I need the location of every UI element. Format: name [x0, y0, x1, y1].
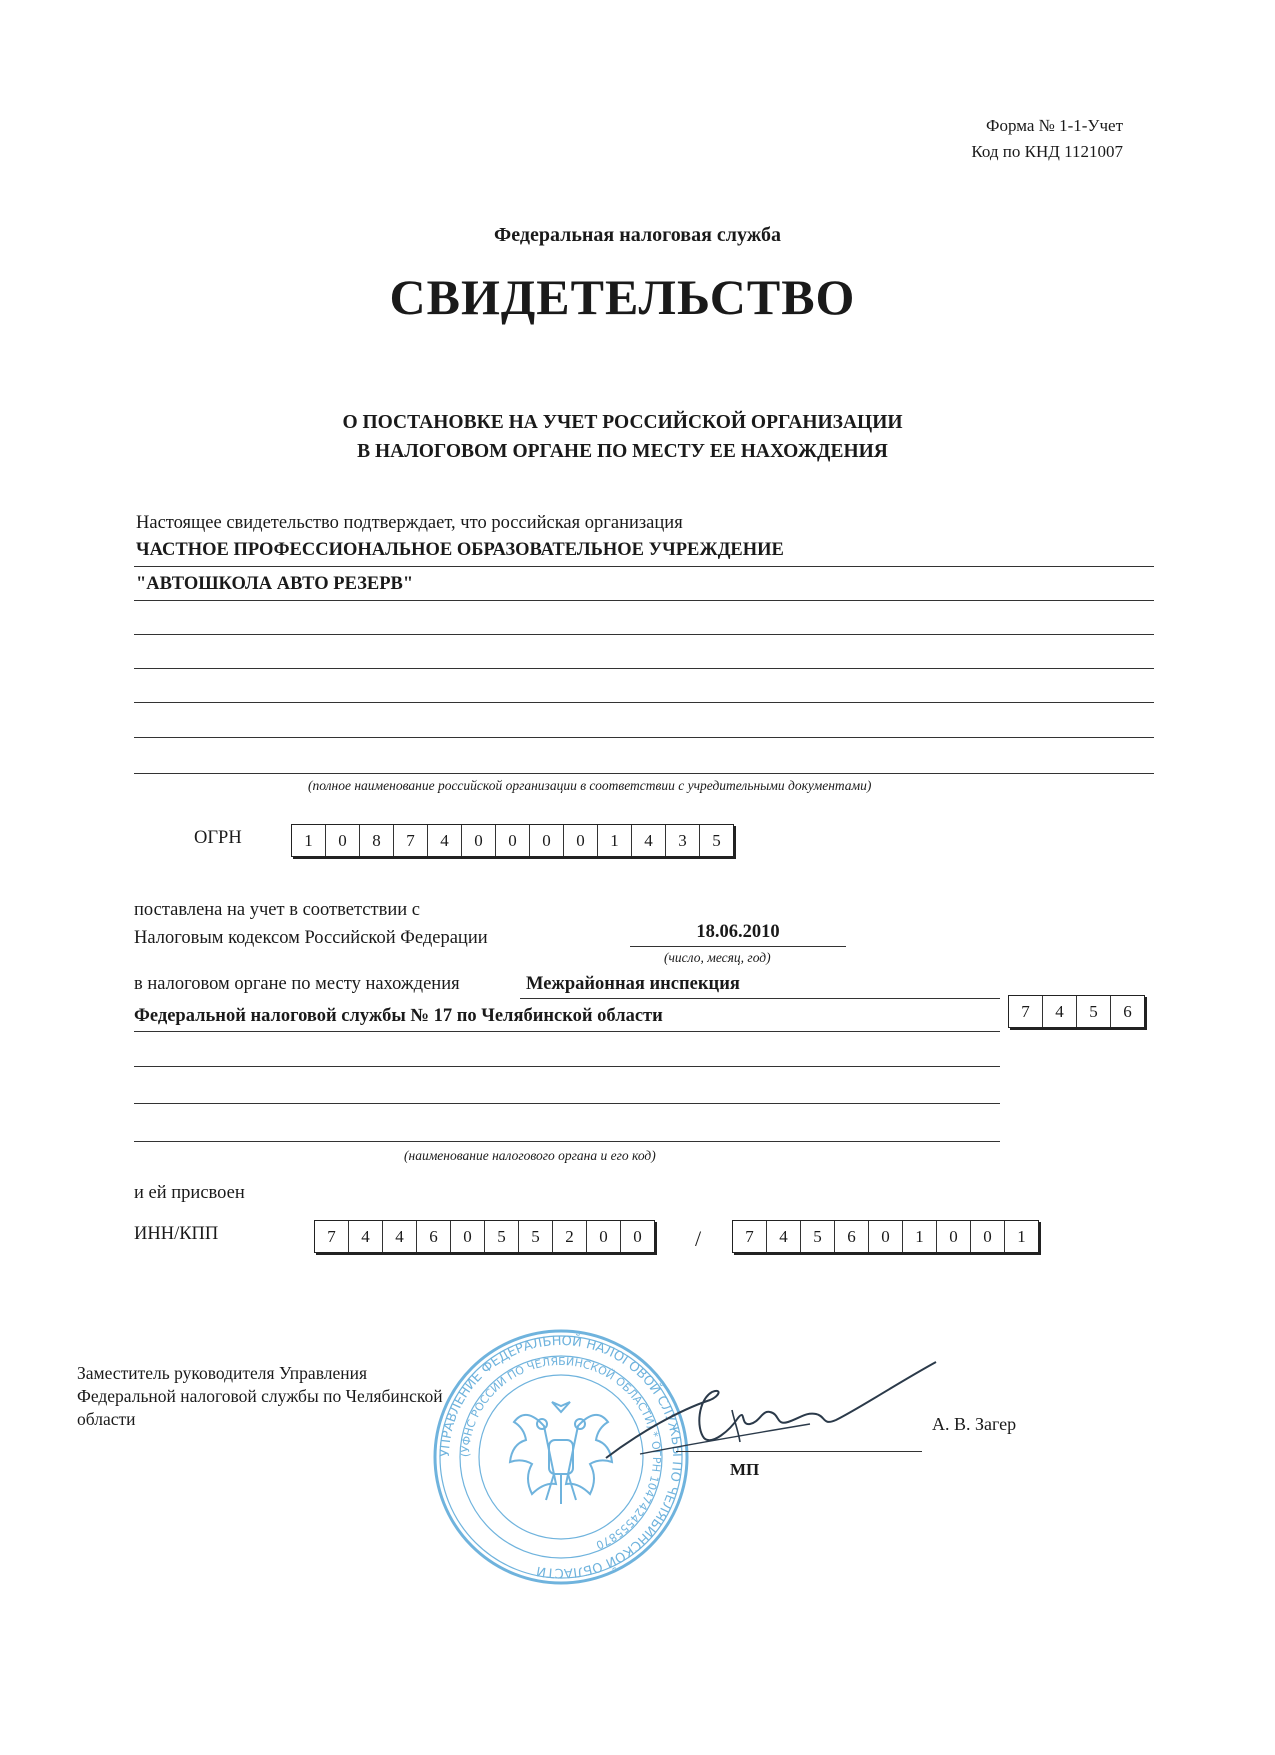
- name-rule-4: [134, 668, 1154, 669]
- handwritten-signature: [600, 1350, 940, 1480]
- ogrn-digit: 5: [699, 825, 733, 856]
- ogrn-boxes: [291, 824, 734, 857]
- organization-name-caption: (полное наименование российской организации в соответствии с учредительными документами): [308, 778, 872, 793]
- name-rule-6: [134, 737, 1154, 738]
- kpp-digit: 0: [868, 1221, 902, 1252]
- signature-line: [676, 1451, 922, 1452]
- position-line-1: Заместитель руководителя Управления: [77, 1363, 368, 1383]
- organization-name-line-1: ЧАСТНОЕ ПРОФЕССИОНАЛЬНОЕ ОБРАЗОВАТЕЛЬНОЕ УЧРЕЖДЕНИЕ: [136, 540, 784, 560]
- tax-office-rule-5: [134, 1141, 1000, 1142]
- tax-office-prefix: в налоговом органе по месту нахождения: [134, 974, 460, 994]
- ogrn-digit: 0: [495, 825, 529, 856]
- inn-digit: 6: [416, 1221, 450, 1252]
- ogrn-digit: 7: [393, 825, 427, 856]
- name-rule-1: [134, 566, 1154, 567]
- inn-digit: 4: [382, 1221, 416, 1252]
- ogrn-label: ОГРН: [194, 828, 242, 848]
- ogrn-digit: 0: [529, 825, 563, 856]
- registration-date: 18.06.2010: [696, 922, 780, 942]
- seal-outer-text-path: УПРАВЛЕНИЕ ФЕДЕРАЛЬНОЙ НАЛОГОВОЙ СЛУЖБЫ ПО ЧЕЛЯБИНСКОЙ ОБЛАСТИ: [437, 1333, 685, 1581]
- inn-boxes: [314, 1220, 655, 1253]
- form-info: [971, 113, 1123, 165]
- name-rule-3: [134, 634, 1154, 635]
- subtitle-line-2: В НАЛОГОВОМ ОРГАНЕ ПО МЕСТУ ЕЕ НАХОЖДЕНИЯ: [357, 441, 888, 462]
- ogrn-digit: 4: [631, 825, 665, 856]
- signatory-position: [77, 1362, 443, 1431]
- signatory-name: А. В. Загер: [932, 1414, 1017, 1434]
- agency-name: Федеральная налоговая служба: [494, 224, 781, 246]
- ogrn-digit: 0: [461, 825, 495, 856]
- subtitle-line-1: О ПОСТАНОВКЕ НА УЧЕТ РОССИЙСКОЙ ОРГАНИЗАЦИИ: [342, 412, 903, 433]
- kpp-boxes: [732, 1220, 1039, 1253]
- tax-office-code-digit: 5: [1076, 996, 1110, 1027]
- form-number: Форма № 1-1-Учет: [986, 116, 1123, 135]
- registration-line-1: поставлена на учет в соответствии с: [134, 900, 420, 920]
- tax-office-code-boxes: [1008, 995, 1145, 1028]
- kpp-digit: 6: [834, 1221, 868, 1252]
- ogrn-digit: 0: [325, 825, 359, 856]
- organization-name-line-2: "АВТОШКОЛА АВТО РЕЗЕРВ": [136, 574, 414, 594]
- inn-kpp-separator: /: [695, 1226, 702, 1251]
- inn-digit: 2: [552, 1221, 586, 1252]
- name-rule-7: [134, 773, 1154, 774]
- date-rule: [630, 946, 846, 947]
- mp-mark: МП: [730, 1460, 760, 1479]
- tax-office-rule-2: [134, 1031, 1000, 1032]
- date-caption: (число, месяц, год): [664, 950, 771, 965]
- tax-office-rule-1: [520, 998, 1000, 999]
- ogrn-digit: 1: [597, 825, 631, 856]
- double-headed-eagle-icon: [510, 1402, 612, 1504]
- tax-office-code-digit: 7: [1021, 1002, 1030, 1021]
- kpp-digit: 1: [1004, 1221, 1038, 1252]
- ogrn-digit: 8: [359, 825, 393, 856]
- kpp-digit: 4: [766, 1221, 800, 1252]
- name-rule-5: [134, 702, 1154, 703]
- document-title: СВИДЕТЕЛЬСТВО: [389, 269, 856, 325]
- tax-office-name-line-2: Федеральной налоговой службы № 17 по Челябинской области: [134, 1006, 663, 1026]
- document-subtitle: [0, 408, 1245, 466]
- kpp-digit: 7: [745, 1227, 754, 1246]
- tax-office-code-digit: 4: [1042, 996, 1076, 1027]
- tax-office-rule-3: [134, 1066, 1000, 1067]
- kpp-digit: 0: [970, 1221, 1004, 1252]
- ogrn-digit: 4: [427, 825, 461, 856]
- tax-office-rule-4: [134, 1103, 1000, 1104]
- kpp-digit: 0: [936, 1221, 970, 1252]
- inn-kpp-label: ИНН/КПП: [134, 1224, 219, 1244]
- inn-digit: 5: [518, 1221, 552, 1252]
- inn-digit: 7: [327, 1227, 336, 1246]
- tax-office-name-line-1: Межрайонная инспекция: [526, 974, 740, 994]
- ogrn-digit: 1: [304, 831, 313, 850]
- position-line-2: Федеральной налоговой службы по Челябинской: [77, 1386, 443, 1406]
- position-line-3: области: [77, 1409, 136, 1429]
- kpp-digit: 5: [800, 1221, 834, 1252]
- inn-digit: 5: [484, 1221, 518, 1252]
- ogrn-digit: 3: [665, 825, 699, 856]
- seal-inner-text-path: (УФНС РОССИИ ПО ЧЕЛЯБИНСКОЙ ОБЛАСТИ) * ОГРН 1047424555870: [458, 1354, 664, 1552]
- tax-office-caption: (наименование налогового органа и его код): [404, 1148, 656, 1163]
- inn-digit: 0: [620, 1221, 654, 1252]
- kpp-digit: 1: [902, 1221, 936, 1252]
- inn-digit: 0: [450, 1221, 484, 1252]
- assigned-label: и ей присвоен: [134, 1183, 245, 1203]
- inn-digit: 0: [586, 1221, 620, 1252]
- inn-digit: 4: [348, 1221, 382, 1252]
- tax-office-code-digit: 6: [1110, 996, 1144, 1027]
- knd-code: Код по КНД 1121007: [971, 142, 1123, 161]
- name-rule-2: [134, 600, 1154, 601]
- ogrn-digit: 0: [563, 825, 597, 856]
- registration-line-2: Налоговым кодексом Российской Федерации: [134, 928, 488, 948]
- intro-text: Настоящее свидетельство подтверждает, что российская организация: [136, 513, 683, 533]
